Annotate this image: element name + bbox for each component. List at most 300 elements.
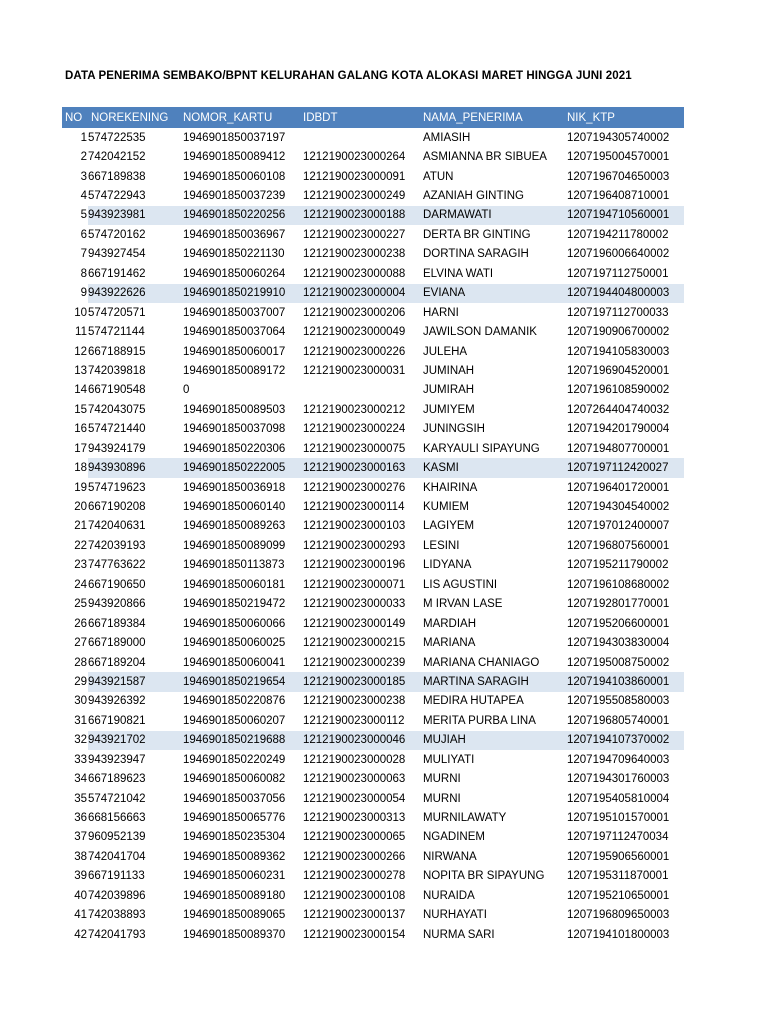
cell-nama-penerima: MERITA PURBA LINA xyxy=(423,714,536,727)
table-row xyxy=(62,556,684,575)
table-row xyxy=(62,284,684,303)
cell-norekening: 667191133 xyxy=(88,870,145,883)
table-row xyxy=(62,361,684,380)
cell-idbdt: 1212190023000313 xyxy=(303,812,406,825)
cell-norekening: 667190821 xyxy=(88,714,146,727)
cell-idbdt: 1212190023000088 xyxy=(303,267,406,280)
cell-nik-ktp: 1207194404800003 xyxy=(564,284,684,303)
cell-nik-ktp: 1207196108590002 xyxy=(567,384,670,397)
cell-nomor-kartu: 1946901850089362 xyxy=(183,850,286,863)
cell-nomor-kartu: 1946901850060108 xyxy=(183,170,286,183)
cell-norekening: 574721440 xyxy=(88,423,146,436)
cell-nomor-kartu: 1946901850060025 xyxy=(183,637,286,650)
table-row xyxy=(62,906,684,925)
column-header-norekening: NOREKENING xyxy=(88,107,180,128)
cell-norekening: 742038893 xyxy=(88,909,146,922)
cell-nomor-kartu: 1946901850089263 xyxy=(183,520,286,533)
column-header-nik-ktp: NIK_KTP xyxy=(564,107,684,128)
table-row xyxy=(62,381,684,400)
cell-norekening: 742039896 xyxy=(88,889,146,902)
cell-no: 19 xyxy=(74,481,87,494)
cell-no: 40 xyxy=(74,889,87,902)
cell-nama-penerima: KUMIEM xyxy=(423,501,469,514)
cell-nik-ktp: 1207196805740001 xyxy=(567,714,670,727)
cell-nama-penerima: JULEHA xyxy=(423,345,468,358)
cell-norekening: 667189204 xyxy=(88,656,146,669)
table-row xyxy=(62,458,684,477)
cell-nik-ktp: 1207196704650003 xyxy=(567,170,670,183)
cell-nik-ktp: 1207264404740032 xyxy=(567,403,670,416)
table-row xyxy=(62,575,684,594)
cell-norekening: 668156663 xyxy=(88,812,146,825)
cell-idbdt: 1212190023000154 xyxy=(303,928,406,941)
cell-no: 24 xyxy=(74,578,87,591)
cell-idbdt: 1212190023000046 xyxy=(300,731,420,750)
cell-idbdt: 1212190023000185 xyxy=(300,672,420,691)
cell-no: 14 xyxy=(74,384,87,397)
cell-idbdt: 1212190023000238 xyxy=(303,248,406,261)
cell-no: 42 xyxy=(74,928,87,941)
cell-no: 23 xyxy=(74,559,87,572)
cell-nomor-kartu: 1946901850220306 xyxy=(183,442,286,455)
cell-nama-penerima: MARTINA SARAGIH xyxy=(420,672,564,691)
cell-nik-ktp: 1207196809650003 xyxy=(567,909,670,922)
cell-norekening: 574722943 xyxy=(88,190,146,203)
table-row xyxy=(62,167,684,186)
cell-nik-ktp: 1207194807700001 xyxy=(567,442,670,455)
table-row xyxy=(62,867,684,886)
cell-no: 10 xyxy=(74,306,87,319)
cell-no: 1 xyxy=(80,131,87,144)
cell-nomor-kartu: 1946901850060264 xyxy=(183,267,286,280)
cell-nik-ktp: 1207195311870001 xyxy=(567,870,669,883)
cell-idbdt: 1212190023000049 xyxy=(303,326,406,339)
cell-nik-ktp: 1207196108680002 xyxy=(567,578,670,591)
cell-no: 34 xyxy=(74,773,87,786)
cell-idbdt: 1212190023000103 xyxy=(303,520,406,533)
table-row xyxy=(62,692,684,711)
cell-nomor-kartu: 1946901850037197 xyxy=(183,131,286,144)
cell-idbdt: 1212190023000004 xyxy=(300,284,420,303)
cell-idbdt: 1212190023000188 xyxy=(300,206,420,225)
cell-nik-ktp: 1207195405810004 xyxy=(567,792,670,805)
cell-norekening: 667189000 xyxy=(88,637,146,650)
cell-nomor-kartu: 1946901850037056 xyxy=(183,792,286,805)
cell-no: 27 xyxy=(74,637,87,650)
cell-idbdt: 1212190023000206 xyxy=(303,306,406,319)
cell-nama-penerima: HARNI xyxy=(423,306,459,319)
cell-nik-ktp: 1207196807560001 xyxy=(567,539,670,552)
cell-nama-penerima: ELVINA WATI xyxy=(423,267,494,280)
cell-nama-penerima: AZANIAH GINTING xyxy=(423,190,524,203)
cell-norekening: 667189384 xyxy=(88,617,146,630)
cell-nik-ktp: 1207194301760003 xyxy=(567,773,670,786)
cell-norekening: 943920866 xyxy=(88,598,146,611)
cell-nomor-kartu: 1946901850065776 xyxy=(183,812,286,825)
cell-norekening: 667190208 xyxy=(88,501,146,514)
cell-nik-ktp: 1207197012400007 xyxy=(567,520,670,533)
cell-idbdt: 1212190023000249 xyxy=(303,190,406,203)
cell-nama-penerima: MURNI xyxy=(423,792,461,805)
cell-norekening: 574720571 xyxy=(88,306,146,319)
cell-no: 28 xyxy=(74,656,87,669)
recipients-table xyxy=(62,107,684,944)
column-header-nama-penerima: NAMA_PENERIMA xyxy=(420,107,564,128)
cell-norekening: 943924179 xyxy=(88,442,146,455)
cell-no: 20 xyxy=(74,501,87,514)
cell-nama-penerima: AMIASIH xyxy=(423,131,471,144)
cell-nama-penerima: MARIANA CHANIAGO xyxy=(423,656,540,669)
cell-norekening: 742040631 xyxy=(88,520,146,533)
table-row xyxy=(62,672,684,691)
cell-no: 5 xyxy=(62,206,88,225)
cell-nama-penerima: NGADINEM xyxy=(423,831,485,844)
cell-nik-ktp: 1207194101800003 xyxy=(567,928,670,941)
cell-idbdt: 1212190023000028 xyxy=(303,753,406,766)
cell-nomor-kartu: 1946901850060181 xyxy=(183,578,286,591)
table-row xyxy=(62,147,684,166)
cell-nik-ktp: 1207194303830004 xyxy=(567,637,670,650)
table-row xyxy=(62,478,684,497)
cell-no: 2 xyxy=(80,151,87,164)
cell-nomor-kartu: 1946901850037064 xyxy=(183,326,286,339)
cell-nomor-kartu: 1946901850089370 xyxy=(183,928,286,941)
cell-no: 31 xyxy=(74,714,87,727)
table-row xyxy=(62,322,684,341)
cell-nomor-kartu: 0 xyxy=(183,384,190,397)
cell-no: 16 xyxy=(74,423,87,436)
cell-nomor-kartu: 1946901850219654 xyxy=(180,672,300,691)
table-row xyxy=(62,245,684,264)
cell-norekening: 667188915 xyxy=(88,345,146,358)
table-row xyxy=(62,400,684,419)
cell-norekening: 574721144 xyxy=(88,326,145,339)
cell-nik-ktp: 1207195008750002 xyxy=(567,656,670,669)
cell-norekening: 943923947 xyxy=(88,753,146,766)
cell-nomor-kartu: 1946901850235304 xyxy=(183,831,286,844)
cell-nomor-kartu: 1946901850060017 xyxy=(183,345,286,358)
cell-nama-penerima: JAWILSON DAMANIK xyxy=(423,326,537,339)
cell-no: 29 xyxy=(62,672,88,691)
cell-idbdt: 1212190023000238 xyxy=(303,695,406,708)
cell-nomor-kartu: 1946901850220249 xyxy=(183,753,286,766)
table-row xyxy=(62,128,684,147)
cell-norekening: 574722535 xyxy=(88,131,146,144)
cell-nik-ktp: 1207194105830003 xyxy=(567,345,670,358)
cell-nomor-kartu: 1946901850037098 xyxy=(183,423,286,436)
table-row xyxy=(62,750,684,769)
cell-nik-ktp: 1207194107370002 xyxy=(564,731,684,750)
cell-norekening: 943922626 xyxy=(88,284,180,303)
cell-norekening: 742043075 xyxy=(88,403,146,416)
cell-no: 7 xyxy=(80,248,87,261)
cell-no: 26 xyxy=(74,617,87,630)
cell-idbdt: 1212190023000212 xyxy=(303,403,406,416)
cell-nama-penerima: JUMIRAH xyxy=(423,384,475,397)
cell-nama-penerima: MUJIAH xyxy=(420,731,564,750)
cell-no: 22 xyxy=(74,539,87,552)
table-row xyxy=(62,595,684,614)
cell-norekening: 667190548 xyxy=(88,384,146,397)
cell-nama-penerima: LESINI xyxy=(423,539,460,552)
column-header-nomor-kartu: NOMOR_KARTU xyxy=(180,107,300,128)
cell-norekening: 943927454 xyxy=(88,248,146,261)
cell-no: 11 xyxy=(75,326,87,339)
cell-idbdt: 1212190023000112 xyxy=(303,714,405,727)
table-row xyxy=(62,342,684,361)
cell-nama-penerima: M IRVAN LASE xyxy=(423,598,503,611)
cell-no: 3 xyxy=(80,170,87,183)
cell-idbdt: 1212190023000108 xyxy=(303,889,406,902)
cell-idbdt: 1212190023000065 xyxy=(303,831,406,844)
cell-nama-penerima: JUNINGSIH xyxy=(423,423,485,436)
table-row xyxy=(62,653,684,672)
cell-nomor-kartu: 1946901850060082 xyxy=(183,773,286,786)
cell-idbdt: 1212190023000293 xyxy=(303,539,406,552)
cell-idbdt: 1212190023000054 xyxy=(303,792,406,805)
table-row xyxy=(62,633,684,652)
cell-idbdt: 1212190023000137 xyxy=(303,909,406,922)
cell-nama-penerima: KHAIRINA xyxy=(423,481,478,494)
cell-nomor-kartu: 1946901850219688 xyxy=(180,731,300,750)
cell-idbdt: 1212190023000266 xyxy=(303,850,406,863)
cell-nama-penerima: NOPITA BR SIPAYUNG xyxy=(423,870,545,883)
cell-norekening: 960952139 xyxy=(88,831,146,844)
cell-nomor-kartu: 1946901850089172 xyxy=(183,364,286,377)
cell-nik-ktp: 1207194211780002 xyxy=(567,228,669,241)
cell-nik-ktp: 1207196006640002 xyxy=(567,248,670,261)
cell-no: 6 xyxy=(80,228,87,241)
cell-idbdt: 1212190023000114 xyxy=(303,501,405,514)
table-row xyxy=(62,536,684,555)
cell-nomor-kartu: 1946901850220876 xyxy=(183,695,286,708)
cell-idbdt: 1212190023000163 xyxy=(300,458,420,477)
cell-idbdt xyxy=(300,381,420,400)
cell-idbdt: 1212190023000075 xyxy=(303,442,406,455)
cell-idbdt: 1212190023000226 xyxy=(303,345,406,358)
cell-nama-penerima: DERTA BR GINTING xyxy=(423,228,531,241)
cell-nik-ktp: 1207197112420027 xyxy=(564,458,684,477)
cell-idbdt: 1212190023000063 xyxy=(303,773,406,786)
cell-nomor-kartu: 1946901850036967 xyxy=(183,228,286,241)
cell-nama-penerima: KASMI xyxy=(420,458,564,477)
cell-norekening: 742041704 xyxy=(88,850,146,863)
cell-nama-penerima: MARIANA xyxy=(423,637,476,650)
cell-nama-penerima: NURMA SARI xyxy=(423,928,495,941)
cell-norekening: 943930896 xyxy=(88,458,180,477)
cell-norekening: 943926392 xyxy=(88,695,146,708)
cell-nama-penerima: LIS AGUSTINI xyxy=(423,578,498,591)
cell-nama-penerima: ATUN xyxy=(423,170,454,183)
cell-idbdt: 1212190023000215 xyxy=(303,637,406,650)
cell-nik-ktp: 1207194304540002 xyxy=(567,501,670,514)
cell-idbdt: 1212190023000239 xyxy=(303,656,406,669)
table-row xyxy=(62,769,684,788)
cell-no: 4 xyxy=(80,190,87,203)
cell-idbdt: 1212190023000091 xyxy=(303,170,406,183)
cell-nomor-kartu: 1946901850113873 xyxy=(183,559,285,572)
cell-nama-penerima: MARDIAH xyxy=(423,617,477,630)
cell-nik-ktp: 1207195211790002 xyxy=(567,559,669,572)
cell-no: 21 xyxy=(74,520,87,533)
cell-idbdt: 1212190023000264 xyxy=(303,151,406,164)
cell-nomor-kartu: 1946901850060207 xyxy=(183,714,286,727)
cell-norekening: 574719623 xyxy=(88,481,146,494)
cell-nomor-kartu: 1946901850060066 xyxy=(183,617,286,630)
cell-nomor-kartu: 1946901850089180 xyxy=(183,889,286,902)
cell-nik-ktp: 1207197112750001 xyxy=(567,267,669,280)
cell-no: 41 xyxy=(74,909,87,922)
table-row xyxy=(62,808,684,827)
cell-nomor-kartu: 1946901850219472 xyxy=(183,598,286,611)
cell-nik-ktp: 1207194709640003 xyxy=(567,753,670,766)
cell-nama-penerima: DARMAWATI xyxy=(420,206,564,225)
table-row xyxy=(62,614,684,633)
table-row xyxy=(62,517,684,536)
cell-nama-penerima: DORTINA SARAGIH xyxy=(423,248,529,261)
cell-idbdt: 1212190023000071 xyxy=(303,578,406,591)
cell-norekening: 667189838 xyxy=(88,170,146,183)
cell-no: 39 xyxy=(74,870,87,883)
cell-nik-ktp: 1207196408710001 xyxy=(567,190,670,203)
cell-idbdt: 1212190023000149 xyxy=(303,617,406,630)
cell-nik-ktp: 1207195101570001 xyxy=(567,812,670,825)
cell-idbdt: 1212190023000227 xyxy=(303,228,406,241)
cell-nama-penerima: JUMIYEM xyxy=(423,403,475,416)
cell-nik-ktp: 1207194103860001 xyxy=(564,672,684,691)
cell-nama-penerima: LIDYANA xyxy=(423,559,472,572)
cell-nama-penerima: ASMIANNA BR SIBUEA xyxy=(423,151,547,164)
table-row xyxy=(62,731,684,750)
column-header-no: NO xyxy=(62,107,88,128)
cell-nik-ktp: 1207197112700033 xyxy=(567,306,669,319)
cell-norekening: 574720162 xyxy=(88,228,146,241)
table-body xyxy=(62,128,684,944)
cell-norekening: 667190650 xyxy=(88,578,146,591)
cell-nama-penerima: MULIYATI xyxy=(423,753,475,766)
table-row xyxy=(62,206,684,225)
table-row xyxy=(62,828,684,847)
table-row xyxy=(62,847,684,866)
cell-nik-ktp: 1207194201790004 xyxy=(567,423,670,436)
cell-nomor-kartu: 1946901850089065 xyxy=(183,909,286,922)
table-row xyxy=(62,886,684,905)
cell-no: 13 xyxy=(74,364,87,377)
table-row xyxy=(62,303,684,322)
cell-no: 9 xyxy=(62,284,88,303)
cell-no: 38 xyxy=(74,850,87,863)
table-row xyxy=(62,711,684,730)
cell-idbdt: 1212190023000276 xyxy=(303,481,406,494)
table-row xyxy=(62,264,684,283)
cell-nama-penerima: NURHAYATI xyxy=(423,909,487,922)
cell-idbdt xyxy=(300,128,420,147)
cell-nomor-kartu: 1946901850037007 xyxy=(183,306,286,319)
cell-no: 25 xyxy=(74,598,87,611)
cell-nama-penerima: KARYAULI SIPAYUNG xyxy=(423,442,540,455)
cell-no: 33 xyxy=(74,753,87,766)
cell-no: 37 xyxy=(74,831,87,844)
cell-nomor-kartu: 1946901850222005 xyxy=(180,458,300,477)
cell-norekening: 742041793 xyxy=(88,928,146,941)
cell-nik-ktp: 1207194710560001 xyxy=(564,206,684,225)
cell-norekening: 574721042 xyxy=(88,792,146,805)
cell-nik-ktp: 1207197112470034 xyxy=(567,831,669,844)
cell-nama-penerima: LAGIYEM xyxy=(423,520,475,533)
cell-norekening: 742039193 xyxy=(88,539,146,552)
table-row xyxy=(62,789,684,808)
cell-nik-ktp: 1207195508580003 xyxy=(567,695,670,708)
cell-nomor-kartu: 1946901850219910 xyxy=(180,284,300,303)
table-row xyxy=(62,186,684,205)
cell-nik-ktp: 1207195206600001 xyxy=(567,617,670,630)
cell-nomor-kartu: 1946901850060140 xyxy=(183,501,286,514)
column-header-idbdt: IDBDT xyxy=(300,107,420,128)
cell-nama-penerima: JUMINAH xyxy=(423,364,475,377)
cell-nomor-kartu: 1946901850220256 xyxy=(180,206,300,225)
table-row xyxy=(62,420,684,439)
cell-nomor-kartu: 1946901850089099 xyxy=(183,539,286,552)
cell-norekening: 943921587 xyxy=(88,672,180,691)
cell-no: 35 xyxy=(74,792,87,805)
cell-no: 12 xyxy=(74,345,87,358)
cell-nama-penerima: NURAIDA xyxy=(423,889,475,902)
cell-nik-ktp: 1207190906700002 xyxy=(567,326,670,339)
cell-no: 15 xyxy=(74,403,87,416)
cell-nomor-kartu: 1946901850089412 xyxy=(183,151,286,164)
cell-no: 17 xyxy=(74,442,87,455)
cell-nik-ktp: 1207195004570001 xyxy=(567,151,670,164)
cell-norekening: 742042152 xyxy=(88,151,146,164)
table-row xyxy=(62,497,684,516)
cell-nik-ktp: 1207195906560001 xyxy=(567,850,670,863)
cell-no: 30 xyxy=(74,695,87,708)
cell-nik-ktp: 1207195210650001 xyxy=(567,889,670,902)
cell-norekening: 943923981 xyxy=(88,206,180,225)
cell-norekening: 943921702 xyxy=(88,731,180,750)
cell-no: 36 xyxy=(74,812,87,825)
cell-nama-penerima: MEDIRA HUTAPEA xyxy=(423,695,524,708)
cell-nama-penerima: NIRWANA xyxy=(423,850,477,863)
table-row xyxy=(62,439,684,458)
table-row xyxy=(62,225,684,244)
cell-nomor-kartu: 1946901850060231 xyxy=(183,870,286,883)
cell-nomor-kartu: 1946901850221130 xyxy=(183,248,285,261)
cell-no: 8 xyxy=(80,267,87,280)
table-header xyxy=(62,107,684,128)
cell-nik-ktp: 1207194305740002 xyxy=(567,131,670,144)
cell-nama-penerima: EVIANA xyxy=(420,284,564,303)
cell-no: 18 xyxy=(62,458,88,477)
header-row xyxy=(62,107,684,128)
cell-norekening: 747763622 xyxy=(88,559,146,572)
cell-idbdt: 1212190023000224 xyxy=(303,423,406,436)
cell-nomor-kartu: 1946901850037239 xyxy=(183,190,286,203)
cell-norekening: 742039818 xyxy=(88,364,146,377)
cell-idbdt: 1212190023000031 xyxy=(303,364,406,377)
cell-no: 32 xyxy=(62,731,88,750)
cell-nama-penerima: MURNILAWATY xyxy=(423,812,507,825)
cell-idbdt: 1212190023000033 xyxy=(303,598,406,611)
table-row xyxy=(62,925,684,944)
cell-nama-penerima: MURNI xyxy=(423,773,461,786)
cell-nomor-kartu: 1946901850036918 xyxy=(183,481,286,494)
cell-nomor-kartu: 1946901850089503 xyxy=(183,403,286,416)
cell-norekening: 667189623 xyxy=(88,773,146,786)
cell-nomor-kartu: 1946901850060041 xyxy=(183,656,286,669)
cell-nik-ktp: 1207196904520001 xyxy=(567,364,670,377)
cell-nik-ktp: 1207196401720001 xyxy=(567,481,670,494)
